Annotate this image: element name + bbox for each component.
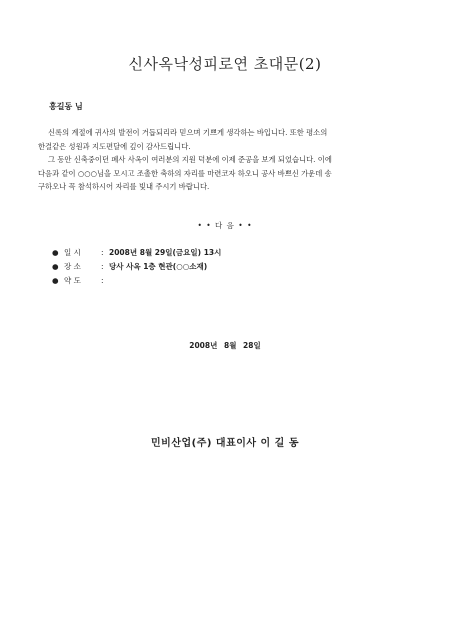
detail-item-place: [52, 259, 221, 273]
detail-value: 당사 사옥 1층 현관(○○소재): [109, 261, 208, 271]
document-title: 신사옥낙성피로연 초대문(2): [128, 55, 322, 73]
paragraph-2-line-2: 다음과 같이 ○○○님을 모시고 조촐한 축하의 자리를 마련코자 하오니 공사 바쁘신 가운데 송: [38, 168, 332, 178]
detail-list: [52, 245, 221, 287]
detail-colon: :: [101, 247, 104, 257]
recipient: 홍길동 님: [49, 102, 83, 111]
detail-item-datetime: [52, 245, 221, 259]
section-heading: • • 다 음 • •: [197, 221, 253, 230]
paragraph-2-line-3: 구하오나 꼭 참석하시어 자리를 빛내 주시기 바랍니다.: [38, 182, 210, 191]
detail-label: 약 도: [64, 275, 81, 285]
detail-value: 2008년 8월 29일(금요일) 13시: [109, 247, 222, 257]
paragraph-1-line-2: 한결같은 성원과 지도편달에 깊이 감사드립니다.: [38, 141, 191, 151]
detail-label: 장 소: [64, 261, 81, 271]
detail-label: 일 시: [64, 247, 81, 257]
paragraph-2-line-1: 그 동안 신축중이던 폐사 사옥이 여러분의 지원 덕분에 이제 준공을 보게 되었습니다. 이에: [48, 155, 332, 164]
bullet-icon: ●: [52, 247, 59, 257]
paragraph-1: [38, 126, 422, 153]
detail-colon: :: [101, 275, 104, 285]
detail-colon: :: [101, 261, 104, 271]
document-date: 2008년 8월 28일: [189, 341, 261, 350]
paragraph-1-line-1: 신록의 계절에 귀사의 발전이 거듭되리라 믿으며 기쁘게 생각하는 바입니다. 또한 평소의: [48, 128, 328, 137]
paragraph-2: [38, 153, 422, 194]
bullet-icon: ●: [52, 261, 59, 271]
detail-item-map: [52, 273, 221, 287]
bullet-icon: ●: [52, 275, 59, 285]
signer: 민비산업(주) 대표이사 이 길 동: [151, 438, 299, 449]
